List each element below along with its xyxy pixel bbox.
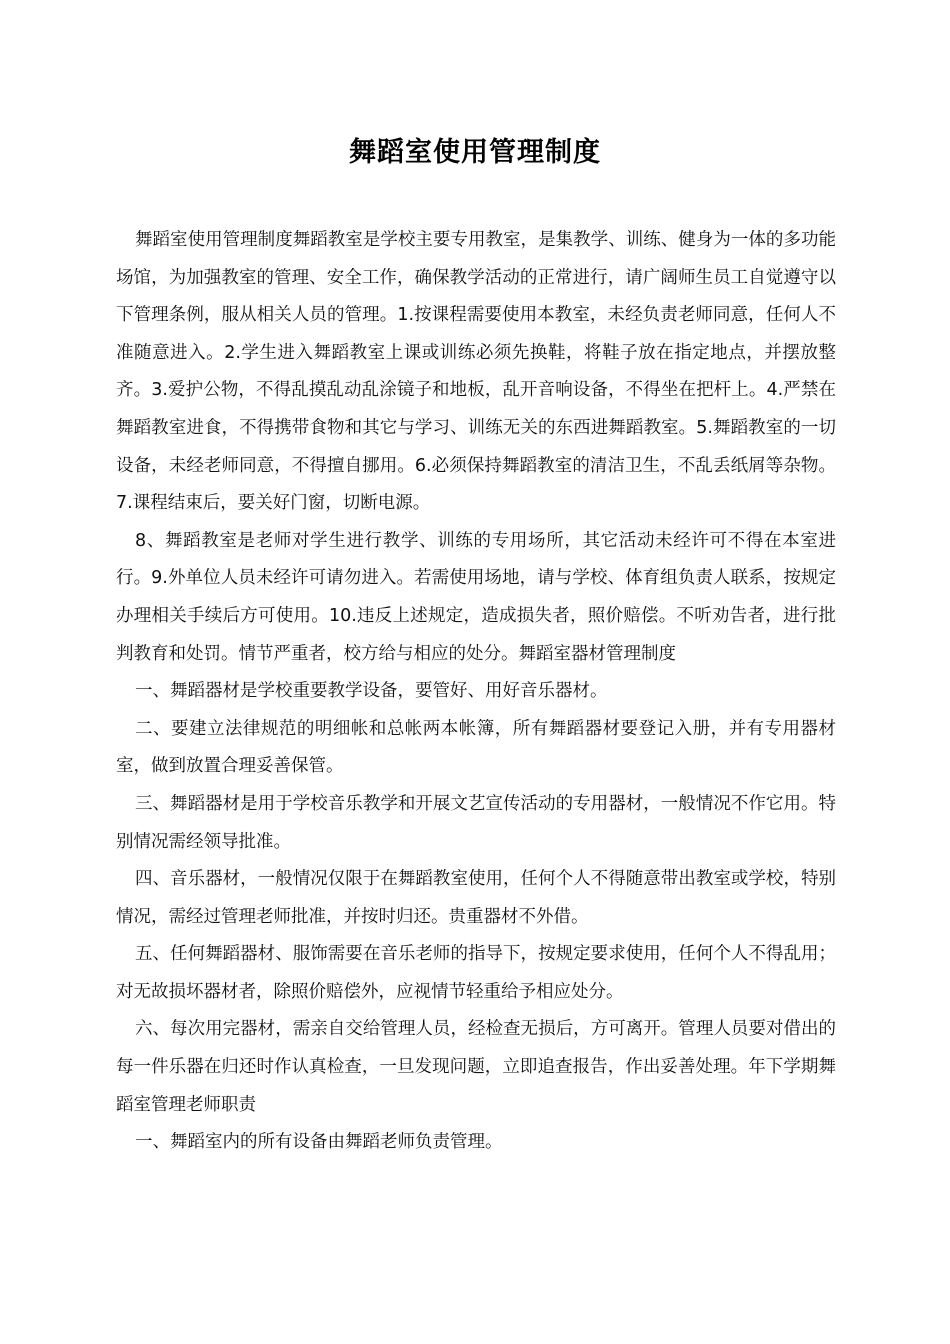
paragraph-equipment-rule-3: 三、舞蹈器材是用于学校音乐教学和开展文艺宣传活动的专用器材，一般情况不作它用。特别情况需经领导批准。 (116, 793, 836, 852)
document-body (116, 222, 836, 1162)
document-title: 舞蹈室使用管理制度 (349, 137, 601, 168)
paragraph-rules-continued: 8、舞蹈教室是老师对学生进行教学、训练的专用场所，其它活动未经许可不得在本室进行。9.外单位人员未经许可请勿进入。若需使用场地，请与学校、体育组负责人联系，按规定办理相关手续后方可使用。10.违反上述规定，造成损失者，照价赔偿。不听劝告者，进行批判教育和处罚。情节严重者，校方给与相应的处分。舞蹈室器材管理制度 (116, 530, 836, 664)
paragraph-teacher-duty-1: 一、舞蹈室内的所有设备由舞蹈老师负责管理。 (135, 1132, 503, 1153)
paragraph-equipment-rule-1: 一、舞蹈器材是学校重要教学设备，要管好、用好音乐器材。 (135, 681, 608, 702)
paragraph-equipment-rule-2: 二、要建立法律规范的明细帐和总帐两本帐簿，所有舞蹈器材要登记入册，并有专用器材室，做到放置合理妥善保管。 (116, 718, 836, 777)
paragraph-intro-rules: 舞蹈室使用管理制度舞蹈教室是学校主要专用教室，是集教学、训练、健身为一体的多功能场馆，为加强教室的管理、安全工作，确保教学活动的正常进行，请广阔师生员工自觉遵守以下管理条例，服从相关人员的管理。1.按课程需要使用本教室，未经负责老师同意，任何人不准随意进入。2.学生进入舞蹈教室上课或训练必须先换鞋，将鞋子放在指定地点，并摆放整齐。3.爱护公物，不得乱摸乱动乱涂镜子和地板，乱开音响设备，不得坐在把杆上。4.严禁在舞蹈教室进食，不得携带食物和其它与学习、训练无关的东西进舞蹈教室。5.舞蹈教室的一切设备，未经老师同意，不得擅自挪用。6.必须保持舞蹈教室的清洁卫生，不乱丢纸屑等杂物。7.课程结束后，要关好门窗，切断电源。 (116, 230, 836, 514)
paragraph-equipment-rule-5: 五、任何舞蹈器材、服饰需要在音乐老师的指导下，按规定要求使用，任何个人不得乱用；对无故损坏器材者，除照价赔偿外，应视情节轻重给予相应处分。 (116, 944, 836, 1002)
paragraph-equipment-rule-6: 六、每次用完器材，需亲自交给管理人员，经检查无损后，方可离开。管理人员要对借出的每一件乐器在归还时作认真检查，一旦发现问题，立即追查报告，作出妥善处理。年下学期舞蹈室管理老师职责 (116, 1019, 836, 1115)
paragraph-equipment-rule-4: 四、音乐器材，一般情况仅限于在舞蹈教室使用，任何个人不得随意带出教室或学校，特别情况，需经过管理老师批准，并按时归还。贵重器材不外借。 (116, 869, 836, 927)
